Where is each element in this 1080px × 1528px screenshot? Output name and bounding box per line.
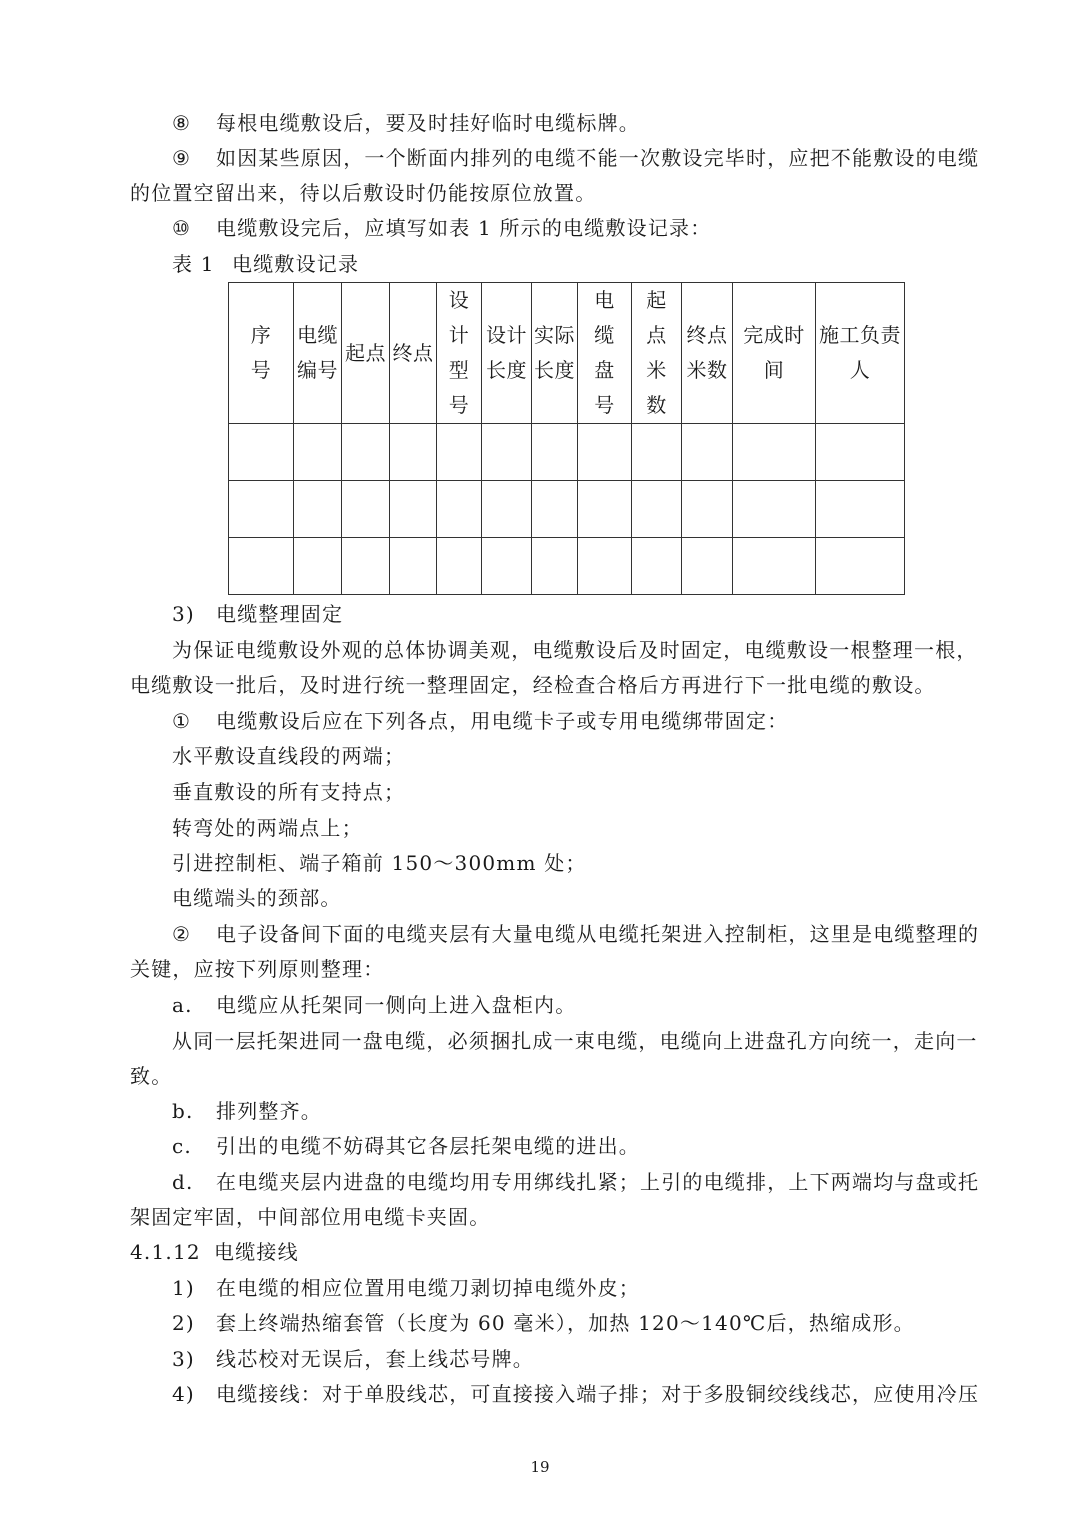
table-caption — [172, 252, 359, 276]
paragraph-line: 关键，应按下列原则整理： — [130, 957, 385, 981]
step-2-line — [172, 1311, 915, 1335]
col-header: 起点米数 — [632, 283, 682, 424]
item-marker: d. — [172, 1170, 194, 1194]
item-text: 电缆敷设后应在下列各点，用电缆卡子或专用电缆绑带固定： — [216, 709, 789, 733]
table-cell[interactable] — [532, 424, 578, 481]
item-a-line — [172, 993, 576, 1017]
step-3-line — [172, 1347, 534, 1371]
item-b-line — [172, 1099, 322, 1123]
item-marker: 1) — [172, 1276, 195, 1300]
table-cell[interactable] — [229, 538, 294, 595]
col-header: 设计型号 — [437, 283, 482, 424]
item-marker: ⑩ — [172, 216, 192, 240]
table-cell[interactable] — [294, 424, 342, 481]
table-cell[interactable] — [578, 424, 632, 481]
table-cell[interactable] — [482, 538, 532, 595]
table-cell[interactable] — [632, 538, 682, 595]
col-header: 施工负责人 — [816, 283, 905, 424]
item-text: 套上终端热缩套管（长度为 60 毫米），加热 120～140℃后，热缩成形。 — [216, 1311, 915, 1335]
item-text: 线芯校对无误后，套上线芯号牌。 — [216, 1347, 534, 1371]
table-caption-number: 表 1 — [172, 252, 215, 276]
col-header: 电缆编号 — [294, 283, 342, 424]
paragraph-line: 架固定牢固，中间部位用电缆卡夹固。 — [130, 1205, 491, 1229]
paragraph-line: 电缆敷设一批后，及时进行统一整理固定，经检查合格后方再进行下一批电缆的敷设。 — [130, 673, 936, 697]
item-text: 的位置空留出来，待以后敷设时仍能按原位放置。 — [130, 181, 597, 205]
table-cell[interactable] — [733, 424, 816, 481]
table-cell[interactable] — [482, 481, 532, 538]
item-marker: ⑧ — [172, 111, 192, 135]
table-cell[interactable] — [482, 424, 532, 481]
table-cell[interactable] — [632, 481, 682, 538]
item-marker: 2) — [172, 1311, 195, 1335]
col-header: 终点 — [390, 283, 437, 424]
col-header: 终点米数 — [682, 283, 733, 424]
table-cell[interactable] — [229, 481, 294, 538]
item-text: 引出的电缆不妨碍其它各层托架电缆的进出。 — [216, 1134, 640, 1158]
paragraph-line: 为保证电缆敷设外观的总体协调美观，电缆敷设后及时固定，电缆敷设一根整理一根， — [172, 638, 978, 662]
section-title: 电缆接线 — [214, 1240, 299, 1264]
table-header-row — [229, 283, 905, 424]
section-4-1-12-heading — [130, 1240, 299, 1264]
item-text: 排列整齐。 — [216, 1099, 322, 1123]
table-cell[interactable] — [294, 538, 342, 595]
step-1-line — [172, 1276, 640, 1300]
col-header: 序号 — [229, 283, 294, 424]
col-header: 设计长度 — [482, 283, 532, 424]
item-text: 电缆接线：对于单股线芯，可直接接入端子排；对于多股铜绞线线芯，应使用冷压 — [216, 1382, 980, 1406]
table-cell[interactable] — [632, 424, 682, 481]
item-9-continuation — [130, 181, 596, 205]
table-cell[interactable] — [342, 424, 390, 481]
step-4-line — [172, 1382, 979, 1406]
table-cell[interactable] — [816, 538, 905, 595]
table-caption-title: 电缆敷设记录 — [232, 252, 360, 276]
list-line: 电缆端头的颈部。 — [172, 886, 342, 910]
item-marker: c. — [172, 1134, 192, 1158]
table-cell[interactable] — [342, 538, 390, 595]
paragraph-line: 从同一层托架进同一盘电缆，必须捆扎成一束电缆，电缆向上进盘孔方向统一，走向一 — [172, 1029, 978, 1053]
item-text: 电缆整理固定 — [216, 602, 344, 626]
section-3-heading — [172, 602, 343, 626]
table-cell[interactable] — [578, 481, 632, 538]
item-marker: a. — [172, 993, 193, 1017]
item-text: 每根电缆敷设后，要及时挂好临时电缆标牌。 — [216, 111, 640, 135]
item-marker: ① — [172, 709, 192, 733]
table-cell[interactable] — [390, 481, 437, 538]
col-header: 实际长度 — [532, 283, 578, 424]
table-row — [229, 538, 905, 595]
item-10-line — [172, 216, 711, 240]
section-number: 4.1.12 — [130, 1240, 201, 1264]
table-cell[interactable] — [682, 538, 733, 595]
paragraph-line: 致。 — [130, 1064, 173, 1088]
item-text: 在电缆夹层内进盘的电缆均用专用绑线扎紧；上引的电缆排，上下两端均与盘或托 — [216, 1170, 980, 1194]
item-text: 如因某些原因，一个断面内排列的电缆不能一次敷设完毕时，应把不能敷设的电缆 — [216, 146, 980, 170]
item-text: 电缆应从托架同一侧向上进入盘柜内。 — [216, 993, 577, 1017]
table-cell[interactable] — [390, 424, 437, 481]
item-marker: ② — [172, 922, 192, 946]
item-c-line — [172, 1134, 640, 1158]
table-cell[interactable] — [532, 538, 578, 595]
item-marker: ⑨ — [172, 146, 192, 170]
table-cell[interactable] — [816, 424, 905, 481]
col-header: 起点 — [342, 283, 390, 424]
list-line: 转弯处的两端点上； — [172, 816, 363, 840]
list-line: 引进控制柜、端子箱前 150～300mm 处； — [172, 851, 587, 875]
table-cell[interactable] — [578, 538, 632, 595]
item-8-line — [172, 111, 640, 135]
table-cell[interactable] — [733, 481, 816, 538]
table-cell[interactable] — [437, 538, 482, 595]
table-cell[interactable] — [437, 424, 482, 481]
item-text: 在电缆的相应位置用电缆刀剥切掉电缆外皮； — [216, 1276, 640, 1300]
page-number: 19 — [530, 1458, 550, 1476]
list-line: 水平敷设直线段的两端； — [172, 744, 406, 768]
table-cell[interactable] — [816, 481, 905, 538]
table-row — [229, 424, 905, 481]
col-header: 电缆盘号 — [578, 283, 632, 424]
item-marker: 4) — [172, 1382, 195, 1406]
item-9-line — [172, 146, 979, 170]
cable-laying-record-table — [228, 282, 905, 595]
table-row — [229, 481, 905, 538]
item-d-line — [172, 1170, 979, 1194]
list-line: 垂直敷设的所有支持点； — [172, 780, 406, 804]
table-cell[interactable] — [229, 424, 294, 481]
table-cell[interactable] — [682, 424, 733, 481]
table-cell[interactable] — [390, 538, 437, 595]
item-marker: b. — [172, 1099, 194, 1123]
table-cell[interactable] — [682, 481, 733, 538]
table-cell[interactable] — [294, 481, 342, 538]
item-text: 电子设备间下面的电缆夹层有大量电缆从电缆托架进入控制柜，这里是电缆整理的 — [216, 922, 980, 946]
table-cell[interactable] — [342, 481, 390, 538]
item-marker: 3) — [172, 602, 195, 626]
item-2-line — [172, 922, 979, 946]
table-cell[interactable] — [532, 481, 578, 538]
table-cell[interactable] — [733, 538, 816, 595]
item-marker: 3) — [172, 1347, 195, 1371]
table-cell[interactable] — [437, 481, 482, 538]
item-text: 电缆敷设完后，应填写如表 1 所示的电缆敷设记录： — [216, 216, 712, 240]
col-header: 完成时间 — [733, 283, 816, 424]
item-1-line — [172, 709, 788, 733]
